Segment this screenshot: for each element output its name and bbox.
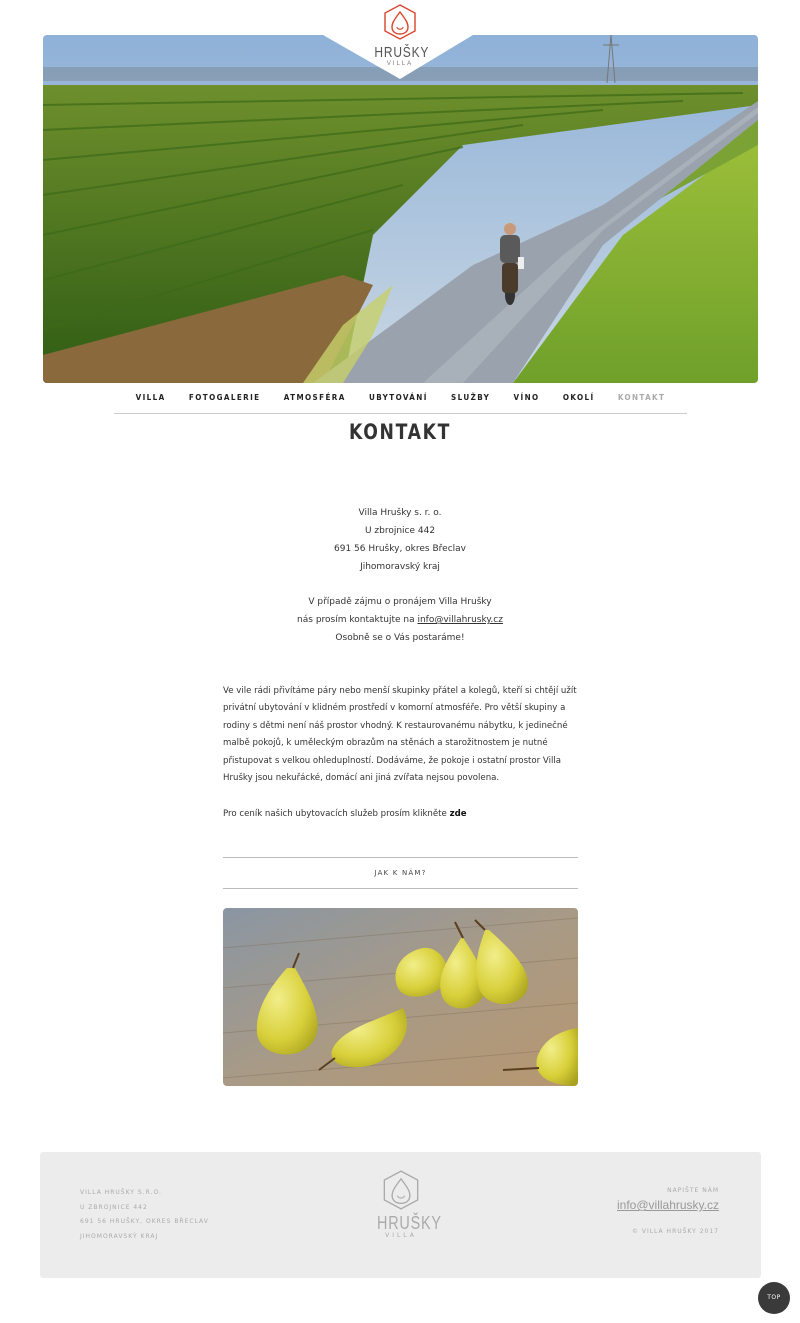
logo-sub-text: VILLA bbox=[386, 61, 414, 67]
nav-item-atmosfera[interactable]: ATMOSFÉRA bbox=[283, 393, 346, 402]
address-company: Villa Hrušky s. r. o. bbox=[358, 508, 442, 518]
main-nav bbox=[114, 390, 687, 414]
address-street: U zbrojnice 442 bbox=[364, 526, 436, 536]
site-logo[interactable] bbox=[368, 4, 432, 68]
price-note bbox=[223, 806, 578, 823]
footer-contact bbox=[617, 1186, 719, 1235]
footer-logo-sub: VILLA bbox=[385, 1232, 417, 1239]
nav-item-vino[interactable]: VÍNO bbox=[513, 393, 540, 402]
price-link[interactable]: zde bbox=[449, 809, 467, 819]
logo-brand-text: HRUŠKY bbox=[374, 44, 430, 61]
footer-logo[interactable] bbox=[371, 1170, 442, 1239]
villa-description: Ve vile rádi přivítáme páry nebo menší skupinky přátel a kolegů, kteří si chtějí užít privátní ubytování v klidném prostředí v komorní atmosféře. Pro větší skupiny a rodiny s dětmi není náš prostor vhodný. K restaurovanému nábytku, k jedinečné malbě pokojů, k uměleckým obrazům na stěnách a starožitnostem je nutné přistupovat s velkou ohleduplností. Dodáváme, že pokoje i ostatní prostor Villa Hrušky jsou nekuřácké, domácí ani jiná zvířata nejsou povolena. bbox=[223, 686, 577, 784]
contact-line-2-prefix: nás prosím kontaktujte na bbox=[297, 615, 418, 625]
how-to-get-toggle[interactable]: JAK K NÁM? bbox=[223, 857, 578, 889]
nav-item-ubytovani[interactable]: UBYTOVÁNÍ bbox=[368, 393, 428, 402]
contact-line-2 bbox=[0, 611, 800, 629]
contact-line-1: V případě zájmu o pronájem Villa Hrušky bbox=[308, 597, 492, 607]
footer-company: VILLA HRUŠKY S.R.O. bbox=[80, 1189, 162, 1196]
page-title: KONTAKT bbox=[349, 420, 451, 444]
nav-item-sluzby[interactable]: SLUŽBY bbox=[451, 393, 491, 402]
footer-city: 691 56 HRUŠKY, OKRES BŘECLAV bbox=[80, 1218, 209, 1225]
contact-email-link[interactable]: info@villahrusky.cz bbox=[417, 615, 503, 625]
contact-note bbox=[0, 593, 800, 647]
address-city: 691 56 Hrušky, okres Břeclav bbox=[334, 544, 466, 554]
pear-logo-icon bbox=[383, 4, 417, 40]
address-region: Jihomoravský kraj bbox=[360, 562, 440, 572]
price-text: Pro ceník našich ubytovacích služeb prosím klikněte bbox=[223, 809, 450, 819]
footer bbox=[40, 1152, 761, 1278]
pear-logo-icon bbox=[381, 1170, 421, 1210]
footer-write-label: NAPIŠTE NÁM bbox=[667, 1187, 719, 1194]
footer-email-link[interactable]: info@villahrusky.cz bbox=[617, 1198, 719, 1212]
nav-item-okoli[interactable]: OKOLÍ bbox=[562, 393, 595, 402]
back-to-top-button[interactable]: TOP bbox=[758, 1282, 790, 1314]
nav-item-fotogalerie[interactable]: FOTOGALERIE bbox=[188, 393, 261, 402]
nav-item-villa[interactable]: VILLA bbox=[135, 393, 166, 402]
hero-image bbox=[43, 35, 758, 383]
footer-copyright: © VILLA HRUŠKY 2017 bbox=[631, 1228, 719, 1235]
pears-image bbox=[223, 908, 578, 1086]
footer-street: U ZBROJNICE 442 bbox=[80, 1203, 148, 1211]
footer-region: JIHOMORAVSKÝ KRAJ bbox=[80, 1232, 159, 1240]
footer-logo-brand: HRUŠKY bbox=[377, 1213, 442, 1233]
contact-line-3: Osobně se o Vás postaráme! bbox=[335, 633, 465, 643]
nav-item-kontakt[interactable]: KONTAKT bbox=[617, 393, 666, 402]
footer-address bbox=[80, 1186, 209, 1244]
address-block bbox=[0, 504, 800, 576]
